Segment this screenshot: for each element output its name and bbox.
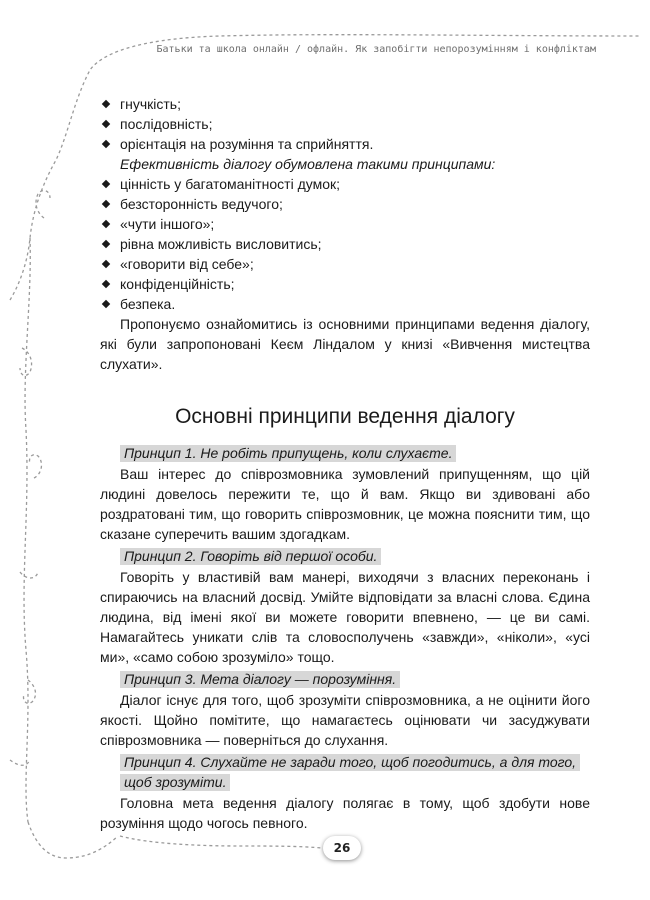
principle-4-text: Головна мета ведення діалогу полягає в тому, щоб здобути нове розуміння щодо чогось певного. <box>100 795 590 831</box>
principle-3-heading: Принцип 3. Мета діалогу — порозуміння. <box>100 669 590 689</box>
principle-2-text: Говоріть у властивій вам манері, виходячи з власних переконань і спираючись на власний досвід. Умійте відповідати за власні слова. Єдина людина, від імені якої ви можете говорити впевнено, — це ви самі. Намагайтесь уникати слів та словосполучень «завжди», «ніколи», «усі ми», «само собою зрозуміло» тощо. <box>100 569 590 665</box>
principles-list <box>100 174 590 314</box>
principle-2-heading: Принцип 2. Говоріть від першої особи. <box>100 546 590 566</box>
running-header: Батьки та школа онлайн / офлайн. Як запобігти непорозумінням і конфліктам <box>156 44 596 55</box>
diamond-bullet-icon <box>102 140 110 148</box>
principle-1-heading: Принцип 1. Не робіть припущень, коли слухаєте. <box>100 443 590 463</box>
diamond-bullet-icon <box>102 120 110 128</box>
diamond-bullet-icon <box>102 240 110 248</box>
diamond-bullet-icon <box>102 280 110 288</box>
list-item: «чути іншого»; <box>100 214 590 234</box>
principle-4-heading: Принцип 4. Слухайте не заради того, щоб погодитись, а для того, щоб зрозуміти. <box>100 752 590 792</box>
principles-intro: Ефективність діалогу обумовлена такими принципами: <box>120 156 496 172</box>
section-title: Основні принципи ведення діалогу <box>175 405 515 428</box>
list-item: «говорити від себе»; <box>100 254 590 274</box>
page-number: 26 <box>323 836 361 860</box>
list-item: рівна можливість висловитись; <box>100 234 590 254</box>
page-content <box>100 94 590 833</box>
diamond-bullet-icon <box>102 300 110 308</box>
diamond-bullet-icon <box>102 260 110 268</box>
list-item: цінність у багатоманітності думок; <box>100 174 590 194</box>
diamond-bullet-icon <box>102 180 110 188</box>
intro-paragraph: Пропонуємо ознайомитись із основними принципами ведення діалогу, які були запропоновані Кеєм Ліндалом у книзі «Вивчення мистецтва слухати». <box>100 316 590 372</box>
diamond-bullet-icon <box>102 100 110 108</box>
principle-3-text: Діалог існує для того, щоб зрозуміти співрозмовника, а не оцінити його якості. Щойно помітите, що намагаєтесь оцінювати чи засуджувати співрозмовника — поверніться до слухання. <box>100 692 590 748</box>
diamond-bullet-icon <box>102 200 110 208</box>
principle-1-text: Ваш інтерес до співрозмовника зумовлений припущенням, що цій людині довелось пережити те, що й вам. Якщо ви здивовані або роздратовані тим, що говорить співрозмовник, це можна пояснити тим, що сказане суперечить вашим здогадкам. <box>100 466 590 542</box>
list-item: гнучкість; <box>100 94 590 114</box>
list-item: безпека. <box>100 294 590 314</box>
list-item: орієнтація на розуміння та сприйняття. <box>100 134 590 154</box>
qualities-list <box>100 94 590 154</box>
diamond-bullet-icon <box>102 220 110 228</box>
list-item: безсторонність ведучого; <box>100 194 590 214</box>
list-item: послідовність; <box>100 114 590 134</box>
list-item: конфіденційність; <box>100 274 590 294</box>
